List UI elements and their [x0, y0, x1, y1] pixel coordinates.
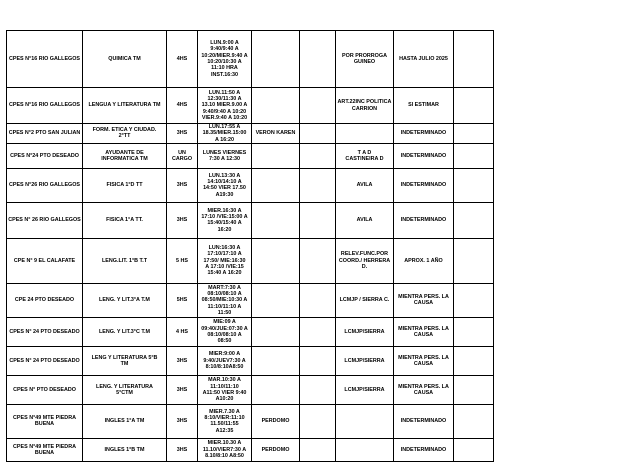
- schedule-cell: LUN.17:55 A 18.35/MIER.15:00 A 16:20: [198, 124, 252, 144]
- hours-cell: 3HS: [167, 375, 198, 404]
- period-cell: INDETERMINADO: [394, 168, 454, 202]
- name-cell: [252, 375, 300, 404]
- empty-cell: [454, 143, 494, 168]
- name-cell: [252, 317, 300, 346]
- subject-cell: LENGUA Y LITERATURA TM: [83, 88, 167, 124]
- name-cell: [252, 238, 300, 283]
- document-page: [6, 30, 494, 462]
- hours-cell: 3HS: [167, 202, 198, 238]
- cause-cell: AVILA: [336, 168, 394, 202]
- schedule-cell: LUN.9:00 A 9:40/9:40 A 10:20/MIER.9:40 A 10:20/10:30 A 11:10 HRA INST.16:30: [198, 31, 252, 88]
- period-cell: APROX. 1 AÑO: [394, 238, 454, 283]
- table-row: [7, 238, 494, 283]
- period-cell: MIENTRA PERS. LA CAUSA: [394, 283, 454, 317]
- cause-cell: [336, 124, 394, 144]
- name-cell: VERON KAREN: [252, 124, 300, 144]
- period-cell: INDETERMINADO: [394, 404, 454, 438]
- empty-cell: [300, 124, 336, 144]
- name-cell: [252, 202, 300, 238]
- subject-cell: LENG Y LITERATURA 5°B TM: [83, 346, 167, 375]
- schedule-cell: LUN.13:30 A 14:10/14:10 A 14:50 VIER 17.50 A19:30: [198, 168, 252, 202]
- table-row: [7, 143, 494, 168]
- cause-cell: AVILA: [336, 202, 394, 238]
- hours-cell: 3HS: [167, 404, 198, 438]
- empty-cell: [454, 375, 494, 404]
- empty-cell: [300, 438, 336, 461]
- school-cell: CPES N° 24 PTO DESEADO: [7, 346, 83, 375]
- period-cell: MIENTRA PERS. LA CAUSA: [394, 346, 454, 375]
- cause-cell: LCMJP/SIERRA: [336, 375, 394, 404]
- empty-cell: [454, 202, 494, 238]
- school-cell: CPE N° 9 EL CALAFATE: [7, 238, 83, 283]
- empty-cell: [454, 346, 494, 375]
- hours-cell: 3HS: [167, 168, 198, 202]
- table-row: [7, 88, 494, 124]
- school-cell: CPES N°49 MTE PIEDRA BUENA: [7, 438, 83, 461]
- schedule-cell: MIE:09 A 09:40/JUE:07:30 A 08:10/08:10 A 08:50: [198, 317, 252, 346]
- name-cell: [252, 283, 300, 317]
- period-cell: SI ESTIMAR: [394, 88, 454, 124]
- schedule-cell: MAR.10:30 A 11:10/11:10 A11:50 VIER 9:40 A10:20: [198, 375, 252, 404]
- period-cell: INDETERMINADO: [394, 202, 454, 238]
- table-row: [7, 124, 494, 144]
- name-cell: [252, 31, 300, 88]
- subject-cell: LENG. Y LITERATURA 5°CTM: [83, 375, 167, 404]
- hours-cell: 4HS: [167, 88, 198, 124]
- table-row: [7, 404, 494, 438]
- cause-cell: LCMJP/SIERRA: [336, 317, 394, 346]
- name-cell: PERDOMO: [252, 404, 300, 438]
- subject-cell: QUIMICA TM: [83, 31, 167, 88]
- empty-cell: [300, 31, 336, 88]
- hours-cell: 5 HS: [167, 238, 198, 283]
- school-cell: CPE 24 PTO DESEADO: [7, 283, 83, 317]
- schedule-cell: LUN.11:50 A 12:30/11:30 A 13.10 MIER.9.00 A 9:40/9:40 A 10:20 VIER.9:40 A 10:20: [198, 88, 252, 124]
- subject-cell: FISICA 1°D TT: [83, 168, 167, 202]
- school-cell: CPES N°24 PTO DESEADO: [7, 143, 83, 168]
- table-row: [7, 202, 494, 238]
- school-cell: CPES N° 26 RIO GALLEGOS: [7, 202, 83, 238]
- hours-cell: 5HS: [167, 283, 198, 317]
- hours-cell: 4HS: [167, 31, 198, 88]
- table-row: [7, 31, 494, 88]
- vacancy-table: [6, 30, 494, 462]
- table-row: [7, 168, 494, 202]
- period-cell: MIENTRA PERS. LA CAUSA: [394, 375, 454, 404]
- name-cell: [252, 143, 300, 168]
- schedule-cell: MIER.7.30 A 8:10/VIER:11:10 11.50/11:55 A12:35: [198, 404, 252, 438]
- period-cell: MIENTRA PERS. LA CAUSA: [394, 317, 454, 346]
- cause-cell: RELEV.FUNC.POR COORD./ HERRERA D.: [336, 238, 394, 283]
- subject-cell: INGLES 1°B TM: [83, 438, 167, 461]
- subject-cell: AYUDANTE DE INFORMATICA TM: [83, 143, 167, 168]
- cause-cell: ART.22INC POLITICA CARRION: [336, 88, 394, 124]
- hours-cell: 3HS: [167, 438, 198, 461]
- school-cell: CPES N°2 PTO SAN JULIAN: [7, 124, 83, 144]
- school-cell: CPES N°16 RIO GALLEGOS: [7, 31, 83, 88]
- name-cell: [252, 346, 300, 375]
- empty-cell: [454, 168, 494, 202]
- subject-cell: LENG. Y LIT.3°C T.M: [83, 317, 167, 346]
- subject-cell: LENG. Y LIT.3°A T.M: [83, 283, 167, 317]
- schedule-cell: MIER.16:30 A 17:10 /VIE:15:00 A 15:40/15:40 A 16:20: [198, 202, 252, 238]
- schedule-cell: LUNES VIERNES 7:30 A 12:30: [198, 143, 252, 168]
- hours-cell: UN CARGO: [167, 143, 198, 168]
- empty-cell: [300, 202, 336, 238]
- name-cell: [252, 88, 300, 124]
- period-cell: INDETERMINADO: [394, 143, 454, 168]
- subject-cell: FISICA 1°A TT.: [83, 202, 167, 238]
- empty-cell: [454, 317, 494, 346]
- schedule-cell: LUN:16:30 A 17:10/17:10 A 17:50/ MIE:16:30 A 17:10 /VIE:15 15:40 A 16:20: [198, 238, 252, 283]
- empty-cell: [454, 438, 494, 461]
- subject-cell: INGLES 1°A TM: [83, 404, 167, 438]
- hours-cell: 4 HS: [167, 317, 198, 346]
- name-cell: PERDOMO: [252, 438, 300, 461]
- school-cell: CPES N°49 MTE PIEDRA BUENA: [7, 404, 83, 438]
- name-cell: [252, 168, 300, 202]
- empty-cell: [300, 283, 336, 317]
- table-row: [7, 283, 494, 317]
- empty-cell: [300, 346, 336, 375]
- table-row: [7, 346, 494, 375]
- cause-cell: LCMJP / SIERRA C.: [336, 283, 394, 317]
- schedule-cell: MIER.10.30 A 11.10/VIER7:30 A 8.10/8:10 A8:50: [198, 438, 252, 461]
- subject-cell: LENG.LIT. 1°B T.T: [83, 238, 167, 283]
- school-cell: CPES N°26 RIO GALLEGOS: [7, 168, 83, 202]
- empty-cell: [300, 168, 336, 202]
- empty-cell: [454, 238, 494, 283]
- school-cell: CPES N° PTO DESEADO: [7, 375, 83, 404]
- empty-cell: [300, 88, 336, 124]
- schedule-cell: MIER:9:00 A 9:40/JUEV7:30 A 8:10/8:10A8:50: [198, 346, 252, 375]
- empty-cell: [300, 375, 336, 404]
- empty-cell: [300, 404, 336, 438]
- table-row: [7, 317, 494, 346]
- cause-cell: T A D CASTINEIRA D: [336, 143, 394, 168]
- empty-cell: [454, 283, 494, 317]
- empty-cell: [454, 31, 494, 88]
- empty-cell: [300, 238, 336, 283]
- period-cell: INDETERMINADO: [394, 124, 454, 144]
- cause-cell: [336, 438, 394, 461]
- empty-cell: [300, 317, 336, 346]
- cause-cell: LCMJP/SIERRA: [336, 346, 394, 375]
- hours-cell: 3HS: [167, 346, 198, 375]
- subject-cell: FORM. ETICA Y CIUDAD. 2°TT: [83, 124, 167, 144]
- cause-cell: [336, 404, 394, 438]
- hours-cell: 3HS: [167, 124, 198, 144]
- table-row: [7, 438, 494, 461]
- cause-cell: POR PRORROGA GUINEO: [336, 31, 394, 88]
- empty-cell: [300, 143, 336, 168]
- schedule-cell: MART:7:30 A 08:10/08:10 A 08:50/MIE:10:30 A 11:10/11:10 A 11:50: [198, 283, 252, 317]
- period-cell: HASTA JULIO 2025: [394, 31, 454, 88]
- empty-cell: [454, 404, 494, 438]
- period-cell: INDETERMINADO: [394, 438, 454, 461]
- empty-cell: [454, 88, 494, 124]
- empty-cell: [454, 124, 494, 144]
- table-row: [7, 375, 494, 404]
- school-cell: CPES N° 24 PTO DESEADO: [7, 317, 83, 346]
- school-cell: CPES N°16 RIO GALLEGOS: [7, 88, 83, 124]
